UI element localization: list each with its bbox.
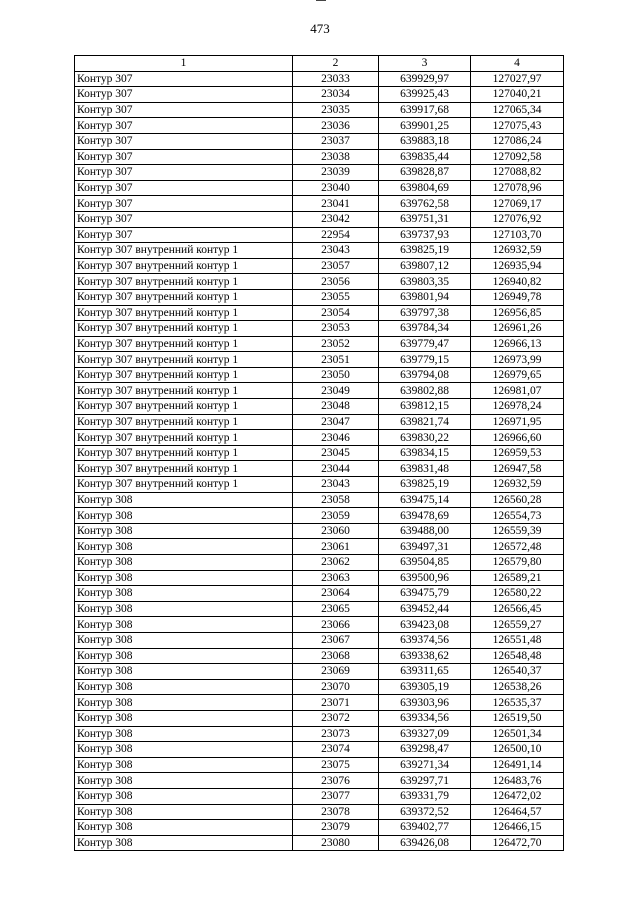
point-number-cell: 23050	[293, 367, 379, 383]
table-row	[75, 289, 564, 305]
contour-name-cell: Контур 307	[75, 180, 293, 196]
table-row	[75, 258, 564, 274]
y-coordinate-cell: 126978,24	[471, 399, 564, 415]
x-coordinate-cell: 639834,15	[379, 445, 471, 461]
y-coordinate-cell: 126579,80	[471, 555, 564, 571]
contour-name-cell: Контур 308	[75, 757, 293, 773]
y-coordinate-cell: 127065,34	[471, 102, 564, 118]
table-row	[75, 102, 564, 118]
point-number-cell: 23075	[293, 757, 379, 773]
y-coordinate-cell: 127027,97	[471, 71, 564, 87]
y-coordinate-cell: 127069,17	[471, 196, 564, 212]
table-row	[75, 336, 564, 352]
x-coordinate-cell: 639830,22	[379, 430, 471, 446]
table-row	[75, 679, 564, 695]
table-body	[75, 71, 564, 851]
x-coordinate-cell: 639797,38	[379, 305, 471, 321]
contour-name-cell: Контур 308	[75, 617, 293, 633]
x-coordinate-cell: 639831,48	[379, 461, 471, 477]
table-row	[75, 586, 564, 602]
table-row	[75, 71, 564, 87]
x-coordinate-cell: 639779,47	[379, 336, 471, 352]
x-coordinate-cell: 639812,15	[379, 399, 471, 415]
contour-name-cell: Контур 307	[75, 227, 293, 243]
y-coordinate-cell: 126500,10	[471, 742, 564, 758]
x-coordinate-cell: 639794,08	[379, 367, 471, 383]
x-coordinate-cell: 639929,97	[379, 71, 471, 87]
table-row	[75, 227, 564, 243]
contour-name-cell: Контур 307	[75, 71, 293, 87]
table-header-row	[75, 56, 564, 72]
table-row	[75, 211, 564, 227]
y-coordinate-cell: 126949,78	[471, 289, 564, 305]
x-coordinate-cell: 639478,69	[379, 508, 471, 524]
point-number-cell: 23035	[293, 102, 379, 118]
table-row	[75, 414, 564, 430]
point-number-cell: 23071	[293, 695, 379, 711]
x-coordinate-cell: 639452,44	[379, 601, 471, 617]
x-coordinate-cell: 639804,69	[379, 180, 471, 196]
point-number-cell: 23072	[293, 710, 379, 726]
x-coordinate-cell: 639737,93	[379, 227, 471, 243]
contour-name-cell: Контур 308	[75, 835, 293, 851]
x-coordinate-cell: 639271,34	[379, 757, 471, 773]
table-row	[75, 539, 564, 555]
y-coordinate-cell: 126947,58	[471, 461, 564, 477]
x-coordinate-cell: 639374,56	[379, 632, 471, 648]
y-coordinate-cell: 127076,92	[471, 211, 564, 227]
y-coordinate-cell: 127078,96	[471, 180, 564, 196]
y-coordinate-cell: 126538,26	[471, 679, 564, 695]
y-coordinate-cell: 126548,48	[471, 648, 564, 664]
x-coordinate-cell: 639331,79	[379, 788, 471, 804]
y-coordinate-cell: 126554,73	[471, 508, 564, 524]
contour-name-cell: Контур 308	[75, 788, 293, 804]
point-number-cell: 23065	[293, 601, 379, 617]
page-number: 473	[310, 21, 330, 36]
point-number-cell: 23034	[293, 87, 379, 103]
point-number-cell: 23048	[293, 399, 379, 415]
contour-name-cell: Контур 307 внутренний контур 1	[75, 352, 293, 368]
x-coordinate-cell: 639828,87	[379, 165, 471, 181]
point-number-cell: 23038	[293, 149, 379, 165]
point-number-cell: 23079	[293, 820, 379, 836]
point-number-cell: 23063	[293, 570, 379, 586]
y-coordinate-cell: 126981,07	[471, 383, 564, 399]
contour-name-cell: Контур 308	[75, 586, 293, 602]
y-coordinate-cell: 126589,21	[471, 570, 564, 586]
point-number-cell: 23036	[293, 118, 379, 134]
table-row	[75, 726, 564, 742]
contour-name-cell: Контур 307 внутренний контур 1	[75, 445, 293, 461]
table-row	[75, 180, 564, 196]
table-row	[75, 87, 564, 103]
y-coordinate-cell: 126560,28	[471, 492, 564, 508]
table-row	[75, 305, 564, 321]
point-number-cell: 23078	[293, 804, 379, 820]
point-number-cell: 23059	[293, 508, 379, 524]
contour-name-cell: Контур 307 внутренний контур 1	[75, 414, 293, 430]
x-coordinate-cell: 639504,85	[379, 555, 471, 571]
y-coordinate-cell: 127103,70	[471, 227, 564, 243]
x-coordinate-cell: 639334,56	[379, 710, 471, 726]
table-row	[75, 648, 564, 664]
table-row	[75, 773, 564, 789]
y-coordinate-cell: 126935,94	[471, 258, 564, 274]
x-coordinate-cell: 639311,65	[379, 664, 471, 680]
contour-name-cell: Контур 307	[75, 211, 293, 227]
point-number-cell: 23044	[293, 461, 379, 477]
x-coordinate-cell: 639338,62	[379, 648, 471, 664]
contour-name-cell: Контур 308	[75, 632, 293, 648]
x-coordinate-cell: 639925,43	[379, 87, 471, 103]
point-number-cell: 23055	[293, 289, 379, 305]
table-row	[75, 742, 564, 758]
contour-name-cell: Контур 308	[75, 773, 293, 789]
table-row	[75, 570, 564, 586]
y-coordinate-cell: 127086,24	[471, 133, 564, 149]
contour-name-cell: Контур 307 внутренний контур 1	[75, 336, 293, 352]
x-coordinate-cell: 639298,47	[379, 742, 471, 758]
contour-name-cell: Контур 307 внутренний контур 1	[75, 258, 293, 274]
table-row	[75, 508, 564, 524]
table-row	[75, 133, 564, 149]
contour-name-cell: Контур 307	[75, 149, 293, 165]
contour-name-cell: Контур 307	[75, 133, 293, 149]
x-coordinate-cell: 639802,88	[379, 383, 471, 399]
table-row	[75, 788, 564, 804]
contour-name-cell: Контур 307 внутренний контур 1	[75, 477, 293, 493]
contour-name-cell: Контур 308	[75, 601, 293, 617]
point-number-cell: 23058	[293, 492, 379, 508]
x-coordinate-cell: 639423,08	[379, 617, 471, 633]
contour-name-cell: Контур 307 внутренний контур 1	[75, 430, 293, 446]
table-row	[75, 523, 564, 539]
y-coordinate-cell: 126979,65	[471, 367, 564, 383]
x-coordinate-cell: 639488,00	[379, 523, 471, 539]
point-number-cell: 23037	[293, 133, 379, 149]
table-row	[75, 367, 564, 383]
contour-name-cell: Контур 307	[75, 87, 293, 103]
contour-name-cell: Контур 307 внутренний контур 1	[75, 383, 293, 399]
y-coordinate-cell: 126559,27	[471, 617, 564, 633]
point-number-cell: 23064	[293, 586, 379, 602]
contour-name-cell: Контур 308	[75, 492, 293, 508]
table-row	[75, 555, 564, 571]
point-number-cell: 23076	[293, 773, 379, 789]
x-coordinate-cell: 639779,15	[379, 352, 471, 368]
x-coordinate-cell: 639475,14	[379, 492, 471, 508]
point-number-cell: 23062	[293, 555, 379, 571]
x-coordinate-cell: 639327,09	[379, 726, 471, 742]
table-row	[75, 477, 564, 493]
point-number-cell: 23057	[293, 258, 379, 274]
y-coordinate-cell: 126973,99	[471, 352, 564, 368]
point-number-cell: 23043	[293, 243, 379, 259]
y-coordinate-cell: 127088,82	[471, 165, 564, 181]
point-number-cell: 23047	[293, 414, 379, 430]
point-number-cell: 23077	[293, 788, 379, 804]
y-coordinate-cell: 126961,26	[471, 321, 564, 337]
y-coordinate-cell: 127075,43	[471, 118, 564, 134]
y-coordinate-cell: 126956,85	[471, 305, 564, 321]
table-row	[75, 757, 564, 773]
y-coordinate-cell: 126540,37	[471, 664, 564, 680]
y-coordinate-cell: 126535,37	[471, 695, 564, 711]
y-coordinate-cell: 126572,48	[471, 539, 564, 555]
table-row	[75, 835, 564, 851]
contour-name-cell: Контур 307	[75, 102, 293, 118]
contour-name-cell: Контур 308	[75, 523, 293, 539]
x-coordinate-cell: 639762,58	[379, 196, 471, 212]
contour-name-cell: Контур 308	[75, 710, 293, 726]
table-row	[75, 430, 564, 446]
point-number-cell: 23068	[293, 648, 379, 664]
contour-name-cell: Контур 307 внутренний контур 1	[75, 461, 293, 477]
y-coordinate-cell: 126466,15	[471, 820, 564, 836]
point-number-cell: 23069	[293, 664, 379, 680]
y-coordinate-cell: 126932,59	[471, 477, 564, 493]
y-coordinate-cell: 126519,50	[471, 710, 564, 726]
y-coordinate-cell: 126472,02	[471, 788, 564, 804]
point-number-cell: 23045	[293, 445, 379, 461]
point-number-cell: 23041	[293, 196, 379, 212]
point-number-cell: 23074	[293, 742, 379, 758]
contour-name-cell: Контур 307 внутренний контур 1	[75, 305, 293, 321]
x-coordinate-cell: 639475,79	[379, 586, 471, 602]
table-row	[75, 352, 564, 368]
contour-name-cell: Контур 308	[75, 664, 293, 680]
point-number-cell: 23053	[293, 321, 379, 337]
point-number-cell: 23039	[293, 165, 379, 181]
y-coordinate-cell: 126566,45	[471, 601, 564, 617]
point-number-cell: 23049	[293, 383, 379, 399]
y-coordinate-cell: 126464,57	[471, 804, 564, 820]
point-number-cell: 23060	[293, 523, 379, 539]
contour-name-cell: Контур 307	[75, 118, 293, 134]
table-row	[75, 710, 564, 726]
y-coordinate-cell: 126491,14	[471, 757, 564, 773]
x-coordinate-cell: 639751,31	[379, 211, 471, 227]
x-coordinate-cell: 639803,35	[379, 274, 471, 290]
y-coordinate-cell: 126551,48	[471, 632, 564, 648]
contour-name-cell: Контур 307 внутренний контур 1	[75, 274, 293, 290]
y-coordinate-cell: 126472,70	[471, 835, 564, 851]
x-coordinate-cell: 639426,08	[379, 835, 471, 851]
x-coordinate-cell: 639372,52	[379, 804, 471, 820]
contour-name-cell: Контур 308	[75, 679, 293, 695]
contour-name-cell: Контур 308	[75, 742, 293, 758]
contour-name-cell: Контур 308	[75, 508, 293, 524]
y-coordinate-cell: 126932,59	[471, 243, 564, 259]
point-number-cell: 22954	[293, 227, 379, 243]
contour-name-cell: Контур 307 внутренний контур 1	[75, 367, 293, 383]
point-number-cell: 23070	[293, 679, 379, 695]
point-number-cell: 23046	[293, 430, 379, 446]
y-coordinate-cell: 126959,53	[471, 445, 564, 461]
y-coordinate-cell: 126580,22	[471, 586, 564, 602]
point-number-cell: 23052	[293, 336, 379, 352]
contour-name-cell: Контур 307 внутренний контур 1	[75, 399, 293, 415]
table-row	[75, 118, 564, 134]
contour-name-cell: Контур 308	[75, 570, 293, 586]
y-coordinate-cell: 127040,21	[471, 87, 564, 103]
x-coordinate-cell: 639883,18	[379, 133, 471, 149]
table-row	[75, 165, 564, 181]
point-number-cell: 23066	[293, 617, 379, 633]
x-coordinate-cell: 639835,44	[379, 149, 471, 165]
x-coordinate-cell: 639784,34	[379, 321, 471, 337]
table-row	[75, 804, 564, 820]
x-coordinate-cell: 639497,31	[379, 539, 471, 555]
contour-name-cell: Контур 307 внутренний контур 1	[75, 289, 293, 305]
y-coordinate-cell: 126483,76	[471, 773, 564, 789]
x-coordinate-cell: 639901,25	[379, 118, 471, 134]
y-coordinate-cell: 126940,82	[471, 274, 564, 290]
contour-name-cell: Контур 307	[75, 165, 293, 181]
table-row	[75, 243, 564, 259]
table-row	[75, 445, 564, 461]
table-row	[75, 695, 564, 711]
point-number-cell: 23051	[293, 352, 379, 368]
table-row	[75, 664, 564, 680]
contour-name-cell: Контур 308	[75, 539, 293, 555]
table-row	[75, 149, 564, 165]
table-row	[75, 820, 564, 836]
table-row	[75, 321, 564, 337]
column-header: 1	[75, 56, 293, 72]
table-row	[75, 617, 564, 633]
point-number-cell: 23033	[293, 71, 379, 87]
x-coordinate-cell: 639801,94	[379, 289, 471, 305]
table-row	[75, 601, 564, 617]
column-header: 2	[293, 56, 379, 72]
column-header: 3	[379, 56, 471, 72]
point-number-cell: 23054	[293, 305, 379, 321]
point-number-cell: 23056	[293, 274, 379, 290]
point-number-cell: 23073	[293, 726, 379, 742]
x-coordinate-cell: 639807,12	[379, 258, 471, 274]
contour-name-cell: Контур 307 внутренний контур 1	[75, 243, 293, 259]
table-row	[75, 632, 564, 648]
y-coordinate-cell: 126966,13	[471, 336, 564, 352]
contour-name-cell: Контур 307	[75, 196, 293, 212]
contour-name-cell: Контур 308	[75, 555, 293, 571]
table-row	[75, 399, 564, 415]
x-coordinate-cell: 639402,77	[379, 820, 471, 836]
x-coordinate-cell: 639500,96	[379, 570, 471, 586]
contour-name-cell: Контур 307 внутренний контур 1	[75, 321, 293, 337]
table-row	[75, 461, 564, 477]
table-row	[75, 492, 564, 508]
table-row	[75, 274, 564, 290]
y-coordinate-cell: 126559,39	[471, 523, 564, 539]
x-coordinate-cell: 639825,19	[379, 477, 471, 493]
point-number-cell: 23080	[293, 835, 379, 851]
point-number-cell: 23043	[293, 477, 379, 493]
point-number-cell: 23061	[293, 539, 379, 555]
x-coordinate-cell: 639917,68	[379, 102, 471, 118]
contour-name-cell: Контур 308	[75, 695, 293, 711]
point-number-cell: 23067	[293, 632, 379, 648]
contour-name-cell: Контур 308	[75, 804, 293, 820]
y-coordinate-cell: 126971,95	[471, 414, 564, 430]
contour-name-cell: Контур 308	[75, 726, 293, 742]
table-row	[75, 383, 564, 399]
x-coordinate-cell: 639305,19	[379, 679, 471, 695]
contour-name-cell: Контур 308	[75, 820, 293, 836]
top-mark	[316, 0, 326, 1]
y-coordinate-cell: 126966,60	[471, 430, 564, 446]
x-coordinate-cell: 639821,74	[379, 414, 471, 430]
column-header: 4	[471, 56, 564, 72]
table-row	[75, 196, 564, 212]
y-coordinate-cell: 127092,58	[471, 149, 564, 165]
x-coordinate-cell: 639297,71	[379, 773, 471, 789]
x-coordinate-cell: 639825,19	[379, 243, 471, 259]
coordinates-table	[74, 55, 564, 851]
point-number-cell: 23040	[293, 180, 379, 196]
x-coordinate-cell: 639303,96	[379, 695, 471, 711]
contour-name-cell: Контур 308	[75, 648, 293, 664]
point-number-cell: 23042	[293, 211, 379, 227]
y-coordinate-cell: 126501,34	[471, 726, 564, 742]
